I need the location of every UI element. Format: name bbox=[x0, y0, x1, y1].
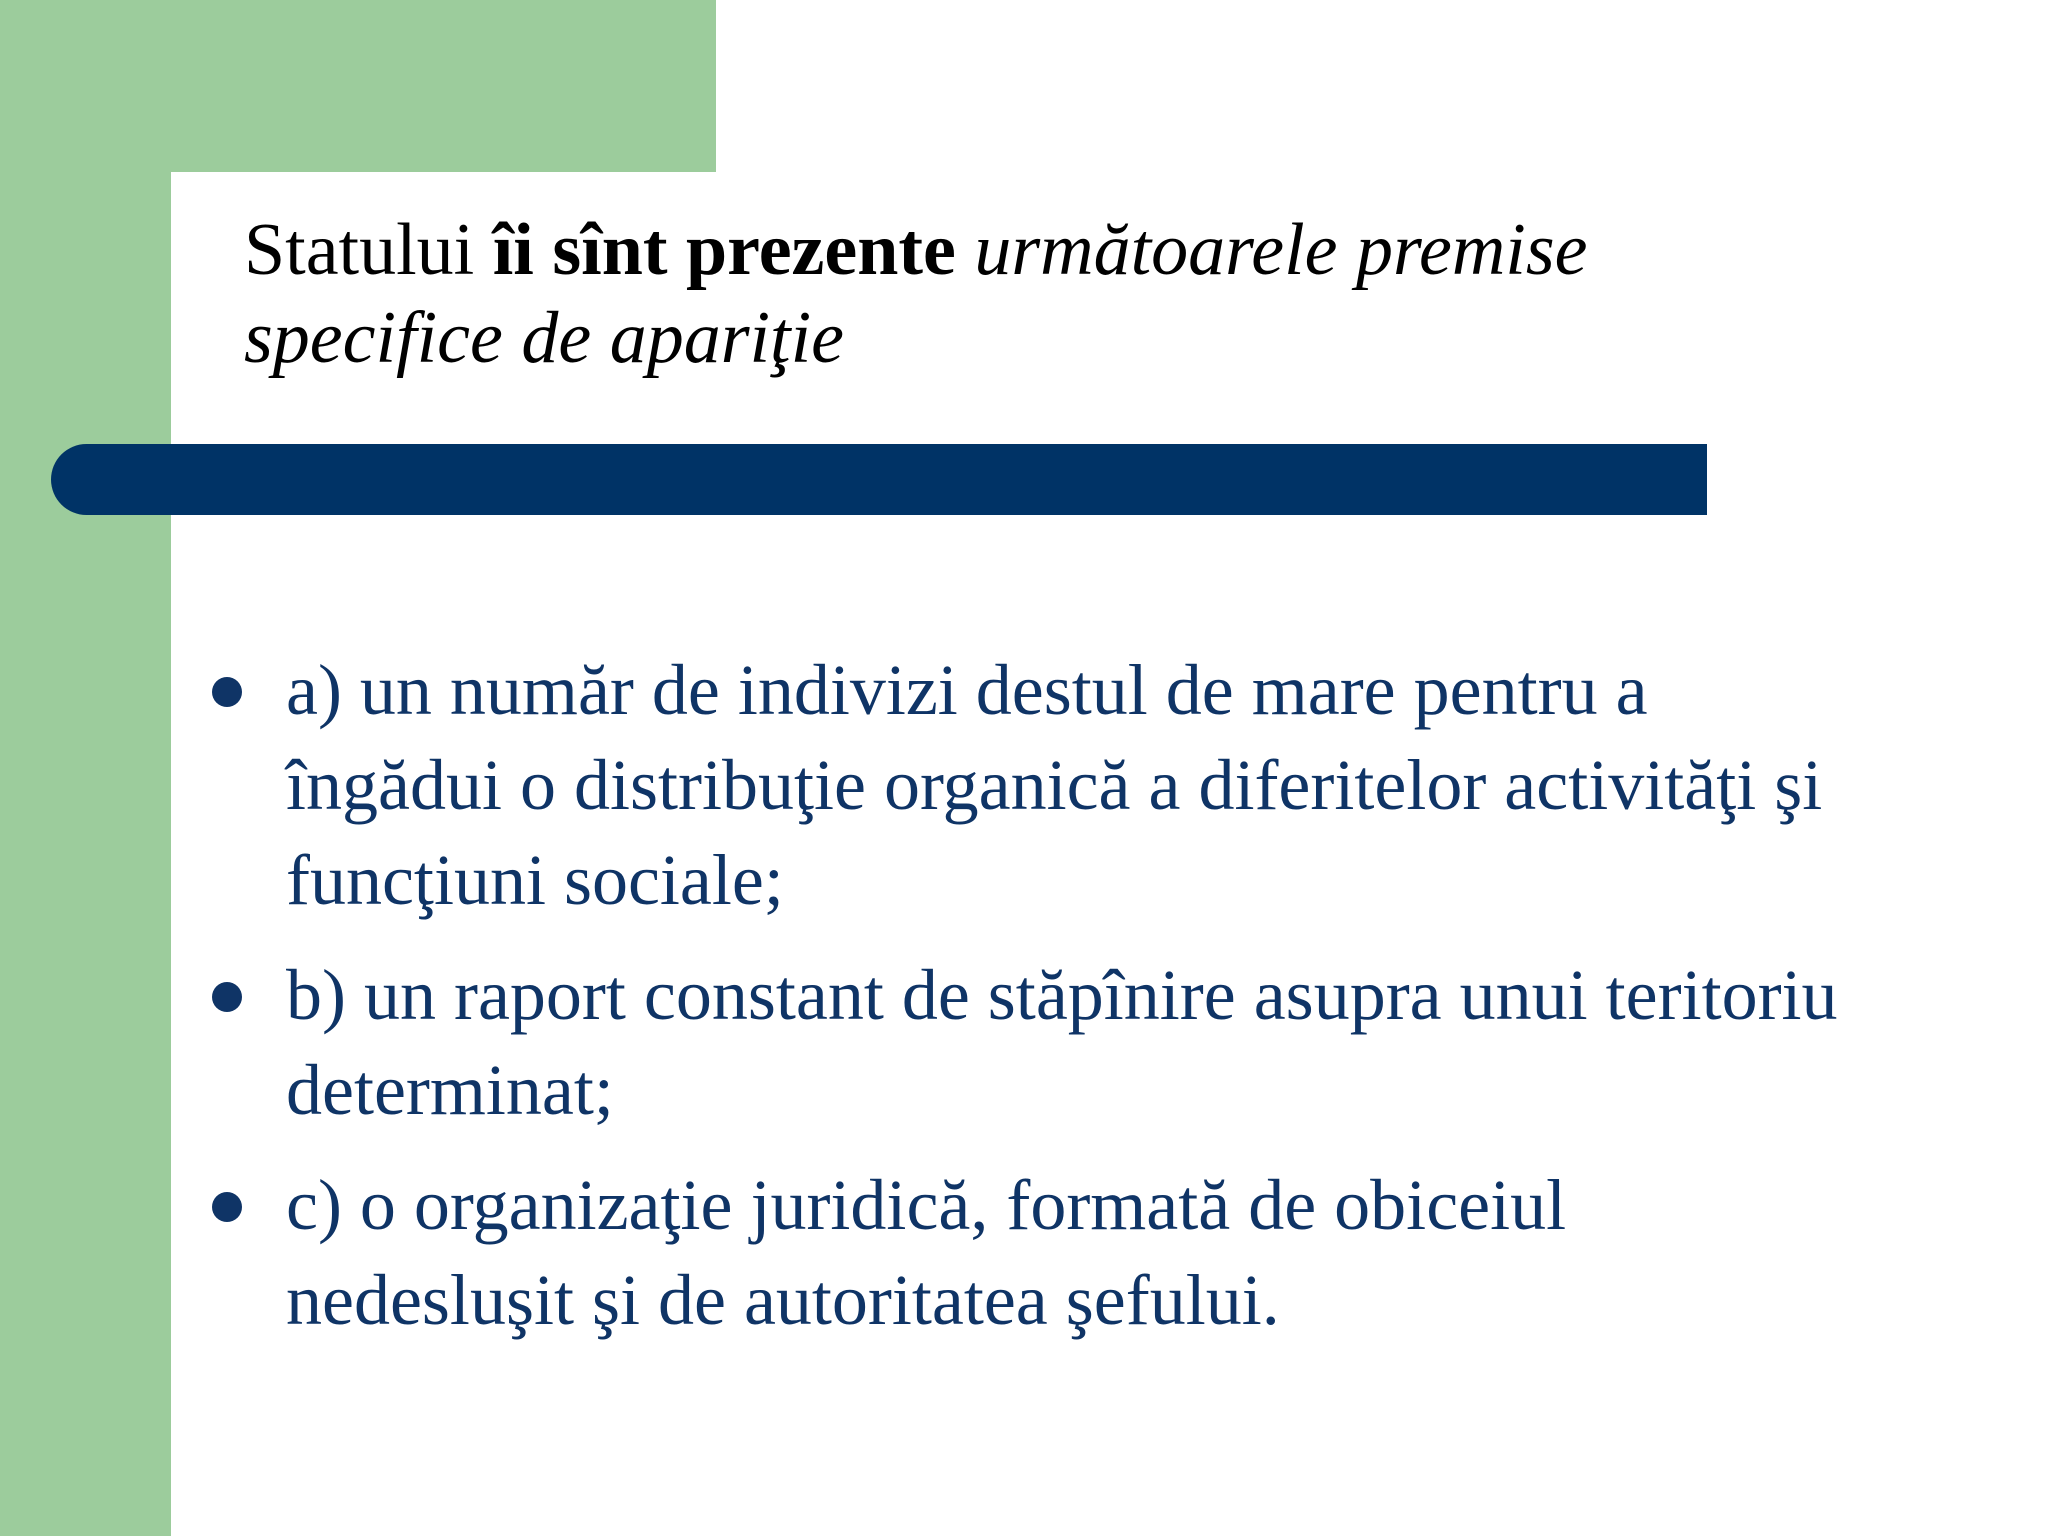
bullet-dot-icon bbox=[212, 677, 242, 707]
title-space bbox=[956, 209, 975, 291]
bullet-text-c: c) o organizaţie juridică, formată de obiceiul nedesluşit şi de autoritatea şefului. bbox=[286, 1165, 1567, 1340]
bullet-text-a: a) un număr de indivizi destul de mare pentru a îngădui o distribuţie organică a diferitelor activităţi şi funcţiuni sociale; bbox=[286, 650, 1823, 920]
title-regular: Statului bbox=[244, 209, 493, 291]
bullet-item-b bbox=[200, 948, 1840, 1138]
bullet-item-a bbox=[200, 643, 1840, 928]
slide-title bbox=[244, 206, 1744, 382]
green-left-band bbox=[0, 0, 171, 1536]
bullet-dot-icon bbox=[212, 1192, 242, 1222]
bullet-list bbox=[200, 643, 1840, 1368]
bullet-item-c bbox=[200, 1158, 1840, 1348]
title-italic: următoarele premise specifice de apariţie bbox=[244, 209, 1588, 379]
bullet-text-b: b) un raport constant de stăpînire asupra unui teritoriu determinat; bbox=[286, 955, 1838, 1130]
bullet-dot-icon bbox=[212, 982, 242, 1012]
title-divider-bar bbox=[51, 444, 1707, 515]
title-bold: îi sînt prezente bbox=[492, 209, 956, 291]
